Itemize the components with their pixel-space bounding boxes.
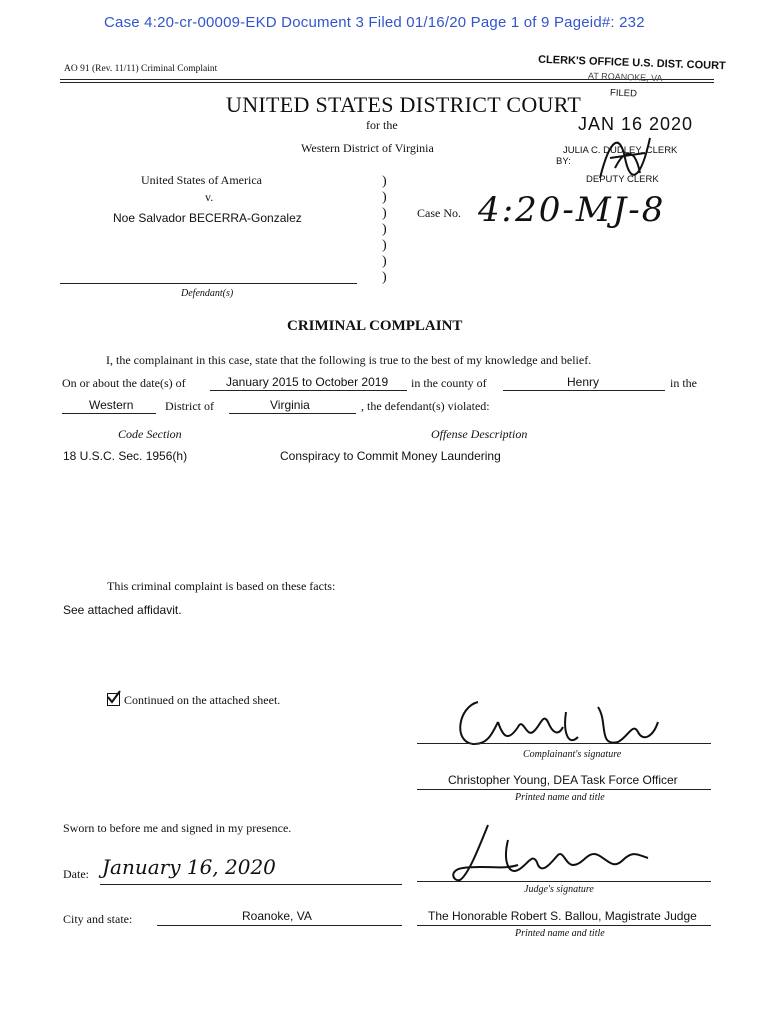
complaint-intro: I, the complainant in this case, state that the following is true to the best of my knowledge and belief. xyxy=(106,353,592,367)
clerk-filed: FILED xyxy=(609,87,638,100)
judge-signature xyxy=(448,820,668,890)
form-rule-bottom xyxy=(60,82,714,83)
complainant-signature-label: Complainant's signature xyxy=(523,749,622,760)
clerk-date: JAN 16 2020 xyxy=(578,114,694,134)
clerk-deputy: DEPUTY CLERK xyxy=(586,174,659,185)
continued-checkbox[interactable] xyxy=(107,693,120,706)
court-title: UNITED STATES DISTRICT COURT xyxy=(226,92,582,117)
caption-plaintiff: United States of America xyxy=(141,173,262,187)
county-in-the: in the xyxy=(670,376,697,390)
district-value-rule xyxy=(62,413,156,414)
court-for-the: for the xyxy=(366,118,398,132)
case-header-stamp: Case 4:20-cr-00009-EKD Document 3 Filed 01/16/20 Page 1 of 9 Pageid#: 232 xyxy=(104,14,645,31)
clerk-location: AT ROANOKE, VA xyxy=(587,70,663,84)
city-state-label: City and state: xyxy=(63,912,133,926)
clerk-name: JULIA C. DUDLEY, CLERK xyxy=(563,145,678,156)
date-prefix: On or about the date(s) of xyxy=(62,376,186,390)
violated-text: , the defendant(s) violated: xyxy=(361,399,490,413)
district-of: District of xyxy=(165,399,214,413)
city-state-rule xyxy=(157,925,402,926)
offense-description-value: Conspiracy to Commit Money Laundering xyxy=(280,449,501,463)
state-value-rule xyxy=(229,413,356,414)
judge-signature-rule xyxy=(417,881,711,882)
continued-label: Continued on the attached sheet. xyxy=(124,693,281,707)
sworn-date-rule xyxy=(100,884,402,885)
county-value: Henry xyxy=(567,375,600,389)
complainant-signature-rule xyxy=(417,743,711,744)
checkmark-icon xyxy=(107,690,121,704)
caption-defendant: Noe Salvador BECERRA-Gonzalez xyxy=(113,211,302,225)
complainant-printed-label: Printed name and title xyxy=(515,792,605,803)
clerk-initials-scribble xyxy=(590,128,660,188)
caption-defendant-rule xyxy=(60,283,357,284)
date-value-rule xyxy=(210,390,407,391)
court-district: Western District of Virginia xyxy=(301,141,434,155)
case-no-label: Case No. xyxy=(417,206,461,220)
county-prefix: in the county of xyxy=(411,376,487,390)
case-no-value: 4:20-MJ-8 xyxy=(478,190,666,230)
sworn-date-label: Date: xyxy=(63,867,89,881)
code-section-header: Code Section xyxy=(118,427,182,441)
caption-defendant-label: Defendant(s) xyxy=(181,288,234,299)
sworn-date-value: January 16, 2020 xyxy=(102,855,276,879)
clerk-office: CLERK'S OFFICE U.S. DIST. COURT xyxy=(537,53,726,73)
judge-printed-label: Printed name and title xyxy=(515,928,605,939)
county-value-rule xyxy=(503,390,665,391)
form-id: AO 91 (Rev. 11/11) Criminal Complaint xyxy=(64,64,218,74)
caption-versus: v. xyxy=(205,190,214,204)
sworn-statement: Sworn to before me and signed in my presence. xyxy=(63,821,292,835)
city-state-value: Roanoke, VA xyxy=(242,909,312,923)
code-section-value: 18 U.S.C. Sec. 1956(h) xyxy=(63,449,188,463)
judge-name: The Honorable Robert S. Ballou, Magistrate Judge xyxy=(428,909,697,923)
district-value: Western xyxy=(89,398,134,412)
clerk-by: BY: xyxy=(556,156,571,167)
complainant-name-rule xyxy=(417,789,711,790)
facts-label: This criminal complaint is based on these facts: xyxy=(107,579,336,593)
date-value: January 2015 to October 2019 xyxy=(226,375,389,389)
complaint-heading: CRIMINAL COMPLAINT xyxy=(287,318,463,334)
judge-signature-label: Judge's signature xyxy=(524,884,594,895)
complainant-name: Christopher Young, DEA Task Force Officer xyxy=(448,773,678,787)
offense-description-header: Offense Description xyxy=(431,427,528,441)
judge-name-rule xyxy=(417,925,711,926)
facts-value: See attached affidavit. xyxy=(63,603,182,617)
state-value: Virginia xyxy=(270,398,310,412)
